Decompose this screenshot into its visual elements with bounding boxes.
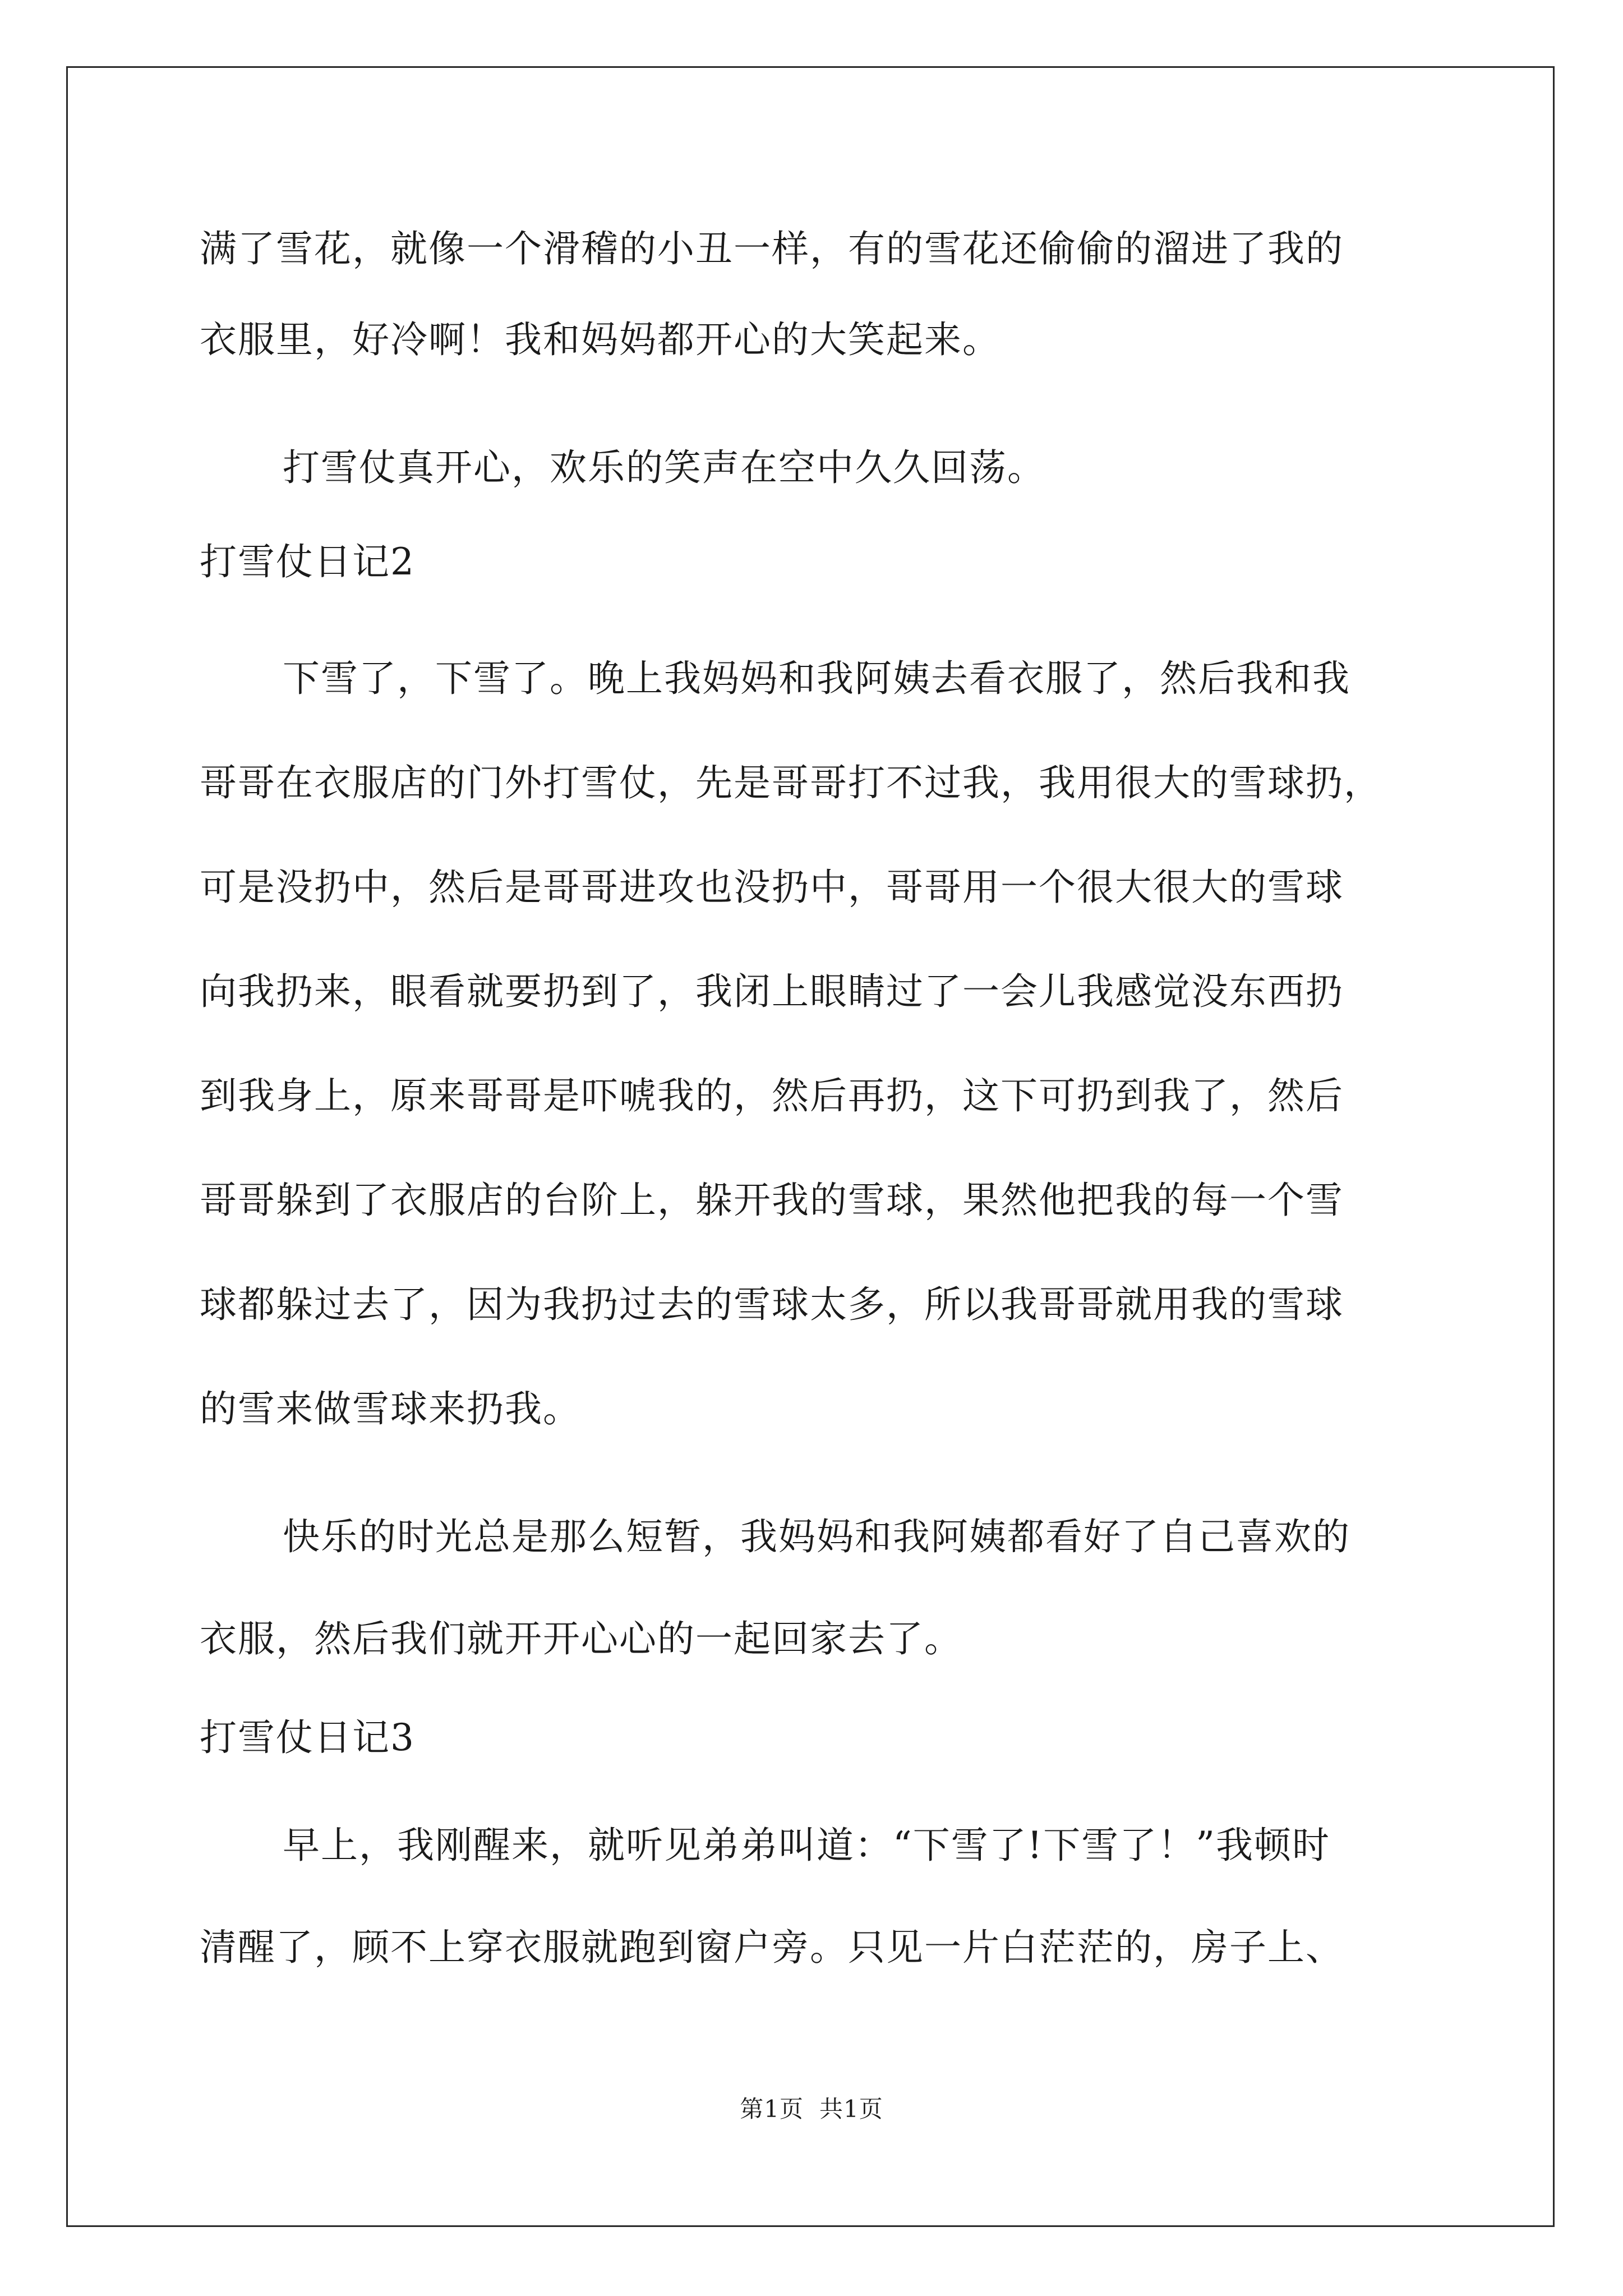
text-line: 打雪仗真开心，欢乐的笑声在空中久久回荡。 bbox=[283, 446, 1045, 489]
text-line: 可是没扔中，然后是哥哥进攻也没扔中，哥哥用一个很大很大的雪球 bbox=[200, 866, 1344, 909]
text-line: 下雪了，下雪了。晚上我妈妈和我阿姨去看衣服了，然后我和我 bbox=[283, 657, 1350, 700]
text-line: 快乐的时光总是那么短暂，我妈妈和我阿姨都看好了自己喜欢的 bbox=[283, 1515, 1350, 1558]
section-heading: 打雪仗日记2 bbox=[200, 540, 415, 583]
text-line: 球都躲过去了，因为我扔过去的雪球太多，所以我哥哥就用我的雪球 bbox=[200, 1283, 1344, 1326]
text-line: 到我身上，原来哥哥是吓唬我的，然后再扔，这下可扔到我了，然后 bbox=[200, 1074, 1344, 1117]
page-footer bbox=[0, 2092, 1623, 2126]
page-total: 共1页 bbox=[819, 2095, 883, 2123]
text-line: 衣服，然后我们就开开心心的一起回家去了。 bbox=[200, 1617, 962, 1660]
text-line: 清醒了，顾不上穿衣服就跑到窗户旁。只见一片白茫茫的，房子上、 bbox=[200, 1926, 1344, 1969]
page-number: 第1页 bbox=[740, 2095, 804, 2123]
text-line: 衣服里，好冷啊！我和妈妈都开心的大笑起来。 bbox=[200, 318, 1000, 361]
text-line: 哥哥躲到了衣服店的台阶上，躲开我的雪球，果然他把我的每一个雪 bbox=[200, 1179, 1344, 1222]
text-line: 早上，我刚醒来，就听见弟弟叫道：“下雪了!下雪了！”我顿时 bbox=[283, 1824, 1331, 1867]
section-heading: 打雪仗日记3 bbox=[200, 1716, 415, 1759]
page-border bbox=[66, 66, 1555, 2227]
text-line: 向我扔来，眼看就要扔到了，我闭上眼睛过了一会儿我感觉没东西扔 bbox=[200, 970, 1344, 1013]
text-line: 哥哥在衣服店的门外打雪仗，先是哥哥打不过我，我用很大的雪球扔， bbox=[200, 761, 1382, 804]
text-line: 的雪来做雪球来扔我。 bbox=[200, 1387, 581, 1430]
text-line: 满了雪花，就像一个滑稽的小丑一样，有的雪花还偷偷的溜进了我的 bbox=[200, 227, 1344, 270]
